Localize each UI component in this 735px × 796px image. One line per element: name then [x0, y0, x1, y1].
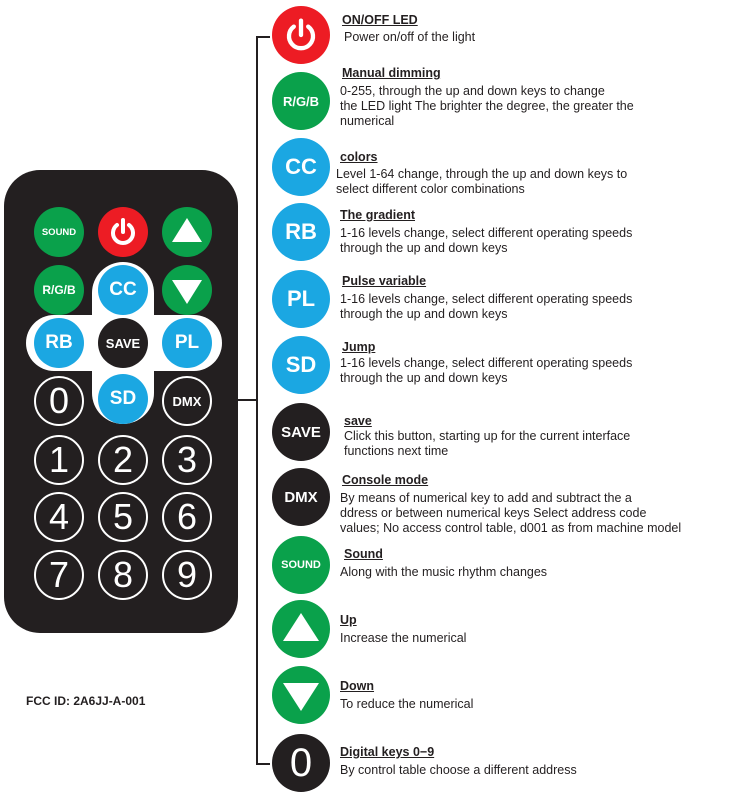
legend-desc-line: By control table choose a different address	[340, 763, 577, 777]
legend-rb-icon	[272, 203, 330, 261]
dmx-button-label: DMX	[172, 393, 202, 409]
legend-desc-line: Click this button, starting up for the current interface	[344, 429, 631, 443]
digit-2-button[interactable]	[98, 435, 148, 485]
cc-button[interactable]	[98, 265, 148, 315]
legend-desc-line: 1-16 levels change, select different operating speeds	[340, 226, 633, 240]
rgb-button[interactable]	[34, 265, 84, 315]
digit-label: 9	[176, 554, 198, 595]
legend-desc-line: By means of numerical key to add and subtract the a	[340, 491, 632, 505]
sound-button-label: SOUND	[41, 226, 77, 238]
legend-desc-line: Level 1-64 change, through the up and down keys to	[336, 167, 628, 181]
legend-desc-line: through the up and down keys	[340, 307, 508, 321]
legend-title: Pulse variable	[342, 274, 427, 288]
bracket-connector	[238, 399, 256, 401]
sound-button[interactable]	[34, 207, 84, 257]
legend-icon-label: CC	[285, 154, 317, 179]
legend-cc-icon	[272, 138, 330, 196]
legend-title: Jump	[342, 340, 376, 354]
down-button[interactable]	[162, 265, 212, 315]
legend-desc-line: select different color combinations	[336, 182, 525, 196]
remote-control	[4, 170, 238, 633]
legend-title: Manual dimming	[342, 66, 441, 80]
legend-desc-line: 1-16 levels change, select different operating speeds	[340, 356, 633, 370]
legend-desc-line: Increase the numerical	[340, 631, 467, 645]
digit-label: 6	[176, 496, 198, 537]
cc-button-label: CC	[109, 279, 137, 300]
legend-icon-label: R/G/B	[282, 93, 320, 109]
pl-button[interactable]	[162, 318, 212, 368]
legend-title: Sound	[344, 547, 383, 561]
digit-label: 4	[48, 496, 70, 537]
up-button[interactable]	[162, 207, 212, 257]
digit-4-button[interactable]	[34, 492, 84, 542]
rgb-button-label: R/G/B	[42, 283, 76, 297]
pl-button-label: PL	[174, 332, 200, 353]
legend-rgb-icon	[272, 72, 330, 130]
digit-0-button[interactable]	[34, 376, 84, 426]
legend-icon-label: SD	[285, 352, 317, 377]
digit-label: 5	[112, 496, 134, 537]
digit-label: 1	[48, 439, 70, 480]
digit-label: 2	[112, 439, 134, 480]
digit-label: 3	[176, 439, 198, 480]
digit-label: 0	[48, 380, 70, 421]
legend-icon-label: RB	[285, 219, 317, 244]
legend-desc-line: Power on/off of the light	[344, 30, 476, 44]
power-button[interactable]	[98, 207, 148, 257]
legend-power-icon	[272, 6, 330, 64]
digit-6-button[interactable]	[162, 492, 212, 542]
legend-desc-line: Along with the music rhythm changes	[340, 565, 548, 579]
down-arrow-icon	[172, 280, 202, 304]
legend-title: The gradient	[340, 208, 416, 222]
digit-9-button[interactable]	[162, 550, 212, 600]
digit-label: 7	[48, 554, 70, 595]
legend-desc-line: To reduce the numerical	[340, 697, 474, 711]
legend-sd-icon	[272, 336, 330, 394]
legend-desc-line: numerical	[340, 114, 395, 128]
legend-icon-label: DMX	[284, 488, 318, 506]
digit-5-button[interactable]	[98, 492, 148, 542]
legend-title: Console mode	[342, 473, 429, 487]
legend-dmx-icon	[272, 468, 330, 526]
rb-button-label: RB	[45, 332, 73, 353]
legend-desc-line: the LED light The brighter the degree, the greater the	[340, 99, 634, 113]
fcc-id: FCC ID: 2A6JJ-A-001	[26, 694, 146, 708]
legend-desc-line: through the up and down keys	[340, 241, 508, 255]
legend-down-icon	[272, 666, 330, 724]
legend-desc-line: 1-16 levels change, select different operating speeds	[340, 292, 633, 306]
digit-8-button[interactable]	[98, 550, 148, 600]
power-icon	[108, 217, 138, 247]
legend-title: colors	[340, 150, 378, 164]
legend-desc-line: functions next time	[344, 444, 449, 458]
save-button-label: SAVE	[105, 335, 141, 351]
legend-title: ON/OFF LED	[342, 13, 418, 27]
power-icon	[283, 17, 319, 53]
legend-digit-icon	[272, 734, 330, 792]
legend-desc-line: ddress or between numerical keys Select address code	[340, 506, 647, 520]
legend-bracket	[256, 36, 270, 765]
legend-icon-label: PL	[286, 286, 316, 311]
digit-3-button[interactable]	[162, 435, 212, 485]
digit-7-button[interactable]	[34, 550, 84, 600]
legend-title: Down	[340, 679, 375, 693]
dmx-button[interactable]	[162, 376, 212, 426]
save-button[interactable]	[98, 318, 148, 368]
legend-desc-line: through the up and down keys	[340, 371, 508, 385]
up-arrow-icon	[172, 218, 202, 242]
legend-title: save	[344, 414, 372, 428]
sd-button[interactable]	[98, 374, 148, 424]
legend-up-icon	[272, 600, 330, 658]
legend-icon-label: SOUND	[281, 559, 321, 571]
digit-1-button[interactable]	[34, 435, 84, 485]
legend-save-icon	[272, 403, 330, 461]
legend-title: Up	[340, 613, 357, 627]
up-arrow-icon	[283, 613, 319, 641]
legend-desc-line: 0-255, through the up and down keys to change	[340, 84, 605, 98]
legend-icon-label: SAVE	[281, 423, 321, 441]
legend-sound-icon	[272, 536, 330, 594]
sd-button-label: SD	[109, 388, 137, 409]
digit-label: 8	[112, 554, 134, 595]
legend-desc-line: values; No access control table, d001 as from machine model	[340, 521, 682, 535]
legend-icon-label: 0	[289, 740, 313, 785]
rb-button[interactable]	[34, 318, 84, 368]
down-arrow-icon	[283, 683, 319, 711]
legend-pl-icon	[272, 270, 330, 328]
legend-title: Digital keys 0−9	[340, 745, 435, 759]
